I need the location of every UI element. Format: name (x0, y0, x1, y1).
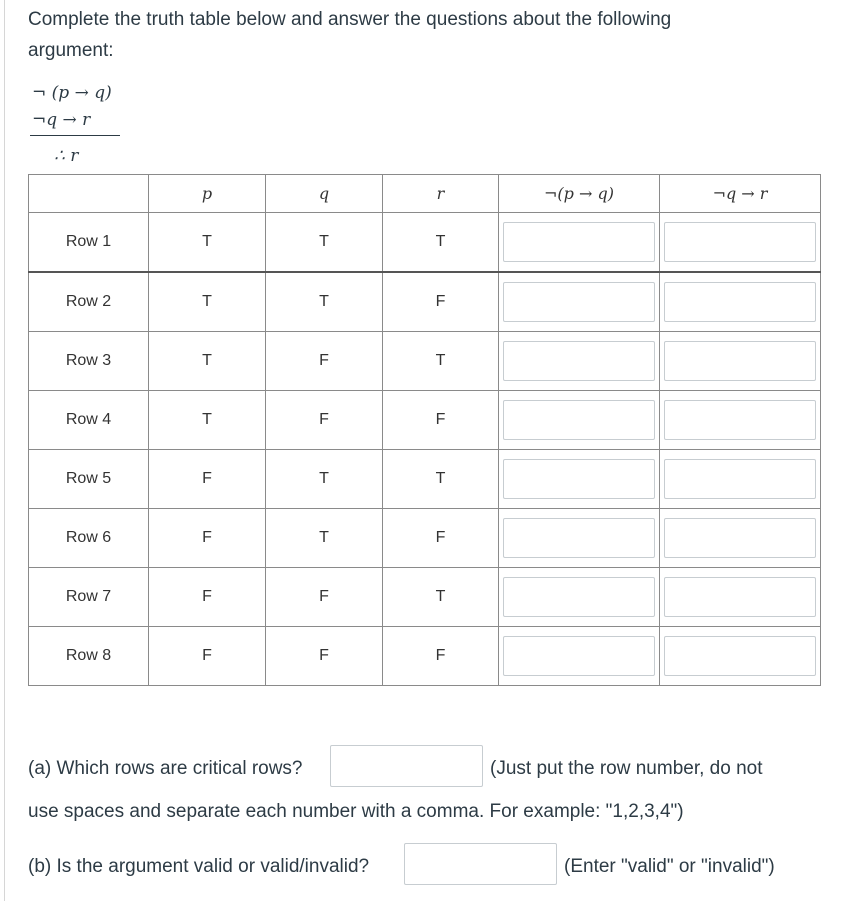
cell-r: F (383, 391, 499, 450)
cell-q: T (266, 213, 383, 273)
cell-premise-2 (660, 450, 821, 509)
row-2-premise-1-input[interactable] (503, 282, 655, 322)
cell-premise-1 (499, 272, 660, 332)
cell-p: F (149, 450, 266, 509)
table-row (29, 272, 821, 332)
row-label: Row 7 (29, 568, 149, 627)
cell-p: F (149, 627, 266, 686)
cell-r: T (383, 450, 499, 509)
table-row (29, 450, 821, 509)
row-4-premise-1-input[interactable] (503, 400, 655, 440)
cell-premise-2 (660, 391, 821, 450)
cell-premise-2 (660, 213, 821, 273)
cell-q: T (266, 450, 383, 509)
cell-p: F (149, 509, 266, 568)
cell-q: F (266, 627, 383, 686)
header-r: r (383, 175, 499, 213)
cell-premise-2 (660, 568, 821, 627)
cell-q: F (266, 568, 383, 627)
cell-premise-1 (499, 450, 660, 509)
argument-block (30, 80, 120, 168)
truth-table-header-row (29, 175, 821, 213)
cell-q: F (266, 332, 383, 391)
row-7-premise-1-input[interactable] (503, 577, 655, 617)
cell-premise-1 (499, 332, 660, 391)
row-6-premise-1-input[interactable] (503, 518, 655, 558)
row-label: Row 8 (29, 627, 149, 686)
header-not-p-implies-q: ¬(p → q) (499, 175, 660, 213)
row-3-premise-2-input[interactable] (664, 341, 816, 381)
question-a-prompt: (a) Which rows are critical rows? (28, 758, 303, 779)
cell-q: T (266, 272, 383, 332)
cell-r: T (383, 213, 499, 273)
row-4-premise-2-input[interactable] (664, 400, 816, 440)
premise-2: ¬q → r (32, 110, 91, 130)
row-label: Row 3 (29, 332, 149, 391)
table-row (29, 391, 821, 450)
question-a-hint-1: (Just put the row number, do not (490, 758, 763, 779)
cell-premise-1 (499, 568, 660, 627)
cell-premise-1 (499, 213, 660, 273)
row-label: Row 1 (29, 213, 149, 273)
row-label: Row 4 (29, 391, 149, 450)
cell-r: F (383, 627, 499, 686)
row-2-premise-2-input[interactable] (664, 282, 816, 322)
header-q: q (266, 175, 383, 213)
critical-rows-input[interactable] (330, 745, 483, 787)
left-border-rule (4, 0, 5, 901)
row-5-premise-1-input[interactable] (503, 459, 655, 499)
table-row (29, 213, 821, 273)
row-1-premise-1-input[interactable] (503, 222, 655, 262)
row-label: Row 5 (29, 450, 149, 509)
row-8-premise-2-input[interactable] (664, 636, 816, 676)
question-b-prompt: (b) Is the argument valid or valid/invalid? (28, 856, 370, 877)
validity-input[interactable] (404, 843, 557, 885)
cell-r: F (383, 272, 499, 332)
row-8-premise-1-input[interactable] (503, 636, 655, 676)
premise-1: ¬ (p → q) (32, 83, 112, 103)
cell-p: T (149, 391, 266, 450)
row-7-premise-2-input[interactable] (664, 577, 816, 617)
header-not-q-implies-r: ¬q → r (660, 175, 821, 213)
cell-q: F (266, 391, 383, 450)
header-p: p (149, 175, 266, 213)
instructions-line-2: argument: (28, 40, 114, 61)
argument-divider (30, 135, 120, 136)
cell-premise-2 (660, 272, 821, 332)
row-5-premise-2-input[interactable] (664, 459, 816, 499)
table-row (29, 332, 821, 391)
row-1-premise-2-input[interactable] (664, 222, 816, 262)
conclusion: ∴ r (54, 146, 79, 166)
cell-premise-2 (660, 627, 821, 686)
row-label: Row 2 (29, 272, 149, 332)
question-b-hint: (Enter "valid" or "invalid") (564, 856, 775, 877)
instructions-line-1: Complete the truth table below and answer the questions about the following (28, 9, 672, 30)
cell-r: F (383, 509, 499, 568)
instructions (28, 4, 788, 66)
cell-p: T (149, 332, 266, 391)
table-row (29, 509, 821, 568)
cell-p: T (149, 213, 266, 273)
cell-premise-1 (499, 509, 660, 568)
table-row (29, 627, 821, 686)
cell-premise-1 (499, 627, 660, 686)
cell-premise-2 (660, 332, 821, 391)
cell-r: T (383, 568, 499, 627)
cell-premise-2 (660, 509, 821, 568)
question-a-hint-2: use spaces and separate each number with a comma. For example: "1,2,3,4") (28, 801, 684, 822)
cell-q: T (266, 509, 383, 568)
row-6-premise-2-input[interactable] (664, 518, 816, 558)
table-row (29, 568, 821, 627)
cell-p: T (149, 272, 266, 332)
cell-premise-1 (499, 391, 660, 450)
truth-table (28, 174, 821, 686)
cell-p: F (149, 568, 266, 627)
cell-r: T (383, 332, 499, 391)
row-3-premise-1-input[interactable] (503, 341, 655, 381)
row-label: Row 6 (29, 509, 149, 568)
header-row-label (29, 175, 149, 213)
